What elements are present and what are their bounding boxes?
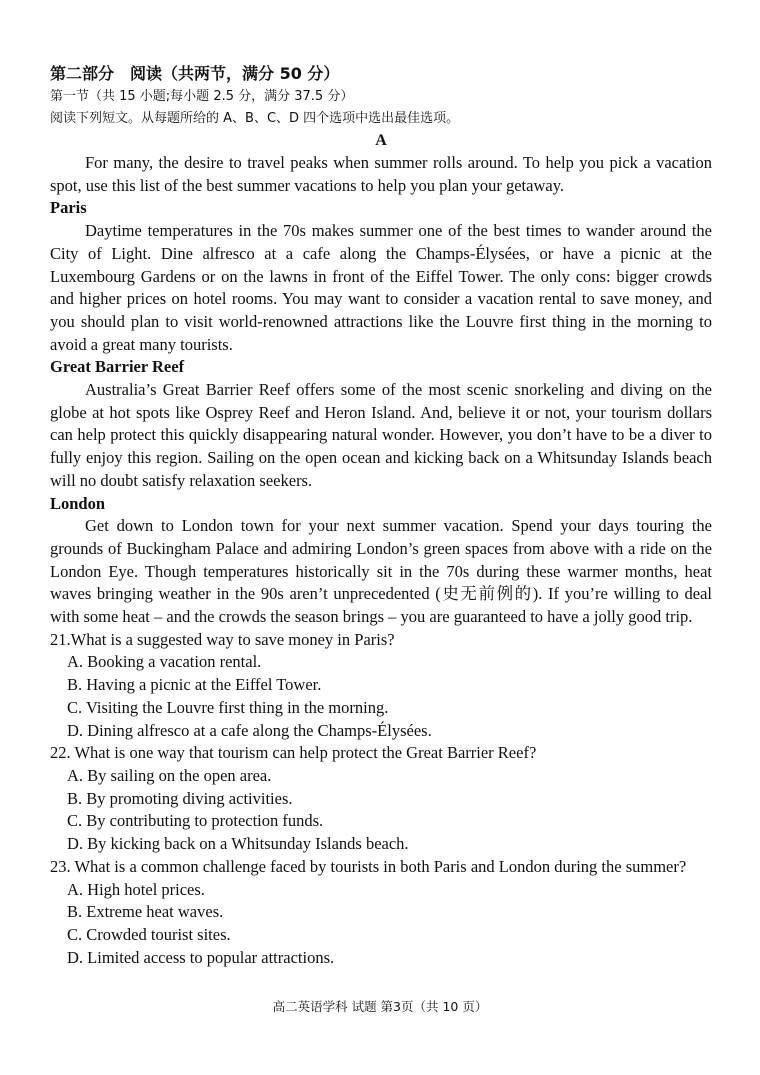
destination-heading-great-barrier-reef: Great Barrier Reef (50, 357, 185, 377)
section-title: 第二部分 阅读（共两节，满分 50 分） (50, 64, 340, 83)
destination-text-london: Get down to London town for your next summer vacation. Spend your days touring the grounds of Buckingham Palace and admiring London’s green spaces from above with a ride on the London Eye. Though temperatures historically sit in the 70s during these warmer months, heat waves bringing weather in the 90s aren’t unprecedented (史无前例的). If you’re willing to deal with some heat – and the crowds the season brings – you are guaranteed to have a jolly good trip. (50, 516, 712, 627)
destination-text-paris: Daytime temperatures in the 70s makes summer one of the best times to wander around the City of Light. Dine alfresco at a cafe along the Champs-Élysées, or have a picnic at the Luxembourg Gardens or on the lawns in front of the Eiffel Tower. The only cons: bigger crowds and higher prices on hotel rooms. You may want to consider a vacation rental to save money, and you should plan to visit world-renowned attractions like the Louvre first thing in the morning to avoid a great many tourists. (50, 221, 712, 354)
option-c: C. Visiting the Louvre first thing in the morning. (67, 697, 389, 717)
question-stem: 22. What is one way that tourism can help protect the Great Barrier Reef? (50, 743, 537, 763)
exam-page (50, 62, 712, 969)
passage-intro: For many, the desire to travel peaks when summer rolls around. To help you pick a vacation spot, use this list of the best summer vacations to help you plan your getaway. (50, 153, 712, 195)
option-b: B. By promoting diving activities. (67, 788, 293, 808)
passage-label: A (375, 132, 387, 149)
option-c: C. By contributing to protection funds. (67, 811, 324, 831)
section-subtitle: 第一节（共 15 小题;每小题 2.5 分，满分 37.5 分） (50, 89, 354, 104)
destination-heading-london: London (50, 493, 106, 513)
question-21 (50, 629, 712, 743)
option-d: D. By kicking back on a Whitsunday Islands beach. (67, 834, 409, 854)
destination-heading-paris: Paris (50, 198, 87, 218)
question-22 (50, 742, 712, 856)
option-a: A. High hotel prices. (67, 879, 205, 899)
option-a: A. Booking a vacation rental. (67, 652, 262, 672)
option-d: D. Dining alfresco at a cafe along the Champs-Élysées. (67, 720, 432, 740)
destination-text-great-barrier-reef: Australia’s Great Barrier Reef offers some of the most scenic snorkeling and diving on the globe at hot spots like Osprey Reef and Heron Island. And, believe it or not, your tourism dollars can help protect this quickly disappearing natural wonder. However, you don’t have to be a diver to fully enjoy this region. Sailing on the open ocean and kicking back on a Whitsunday Islands beach will no doubt satisfy relaxation seekers. (50, 380, 712, 490)
question-23 (50, 856, 712, 970)
question-stem: 21.What is a suggested way to save money in Paris? (50, 629, 395, 649)
option-d: D. Limited access to popular attractions. (67, 947, 335, 967)
option-b: B. Having a picnic at the Eiffel Tower. (67, 675, 322, 695)
page-footer: 高二英语学科 试题 第3页（共 10 页） (272, 999, 488, 1014)
option-c: C. Crowded tourist sites. (67, 924, 231, 944)
question-stem: 23. What is a common challenge faced by tourists in both Paris and London during the summer? (50, 856, 687, 876)
section-instruction: 阅读下列短文。从每题所给的 A、B、C、D 四个选项中选出最佳选项。 (50, 111, 460, 126)
option-a: A. By sailing on the open area. (67, 765, 272, 785)
option-b: B. Extreme heat waves. (67, 902, 224, 922)
